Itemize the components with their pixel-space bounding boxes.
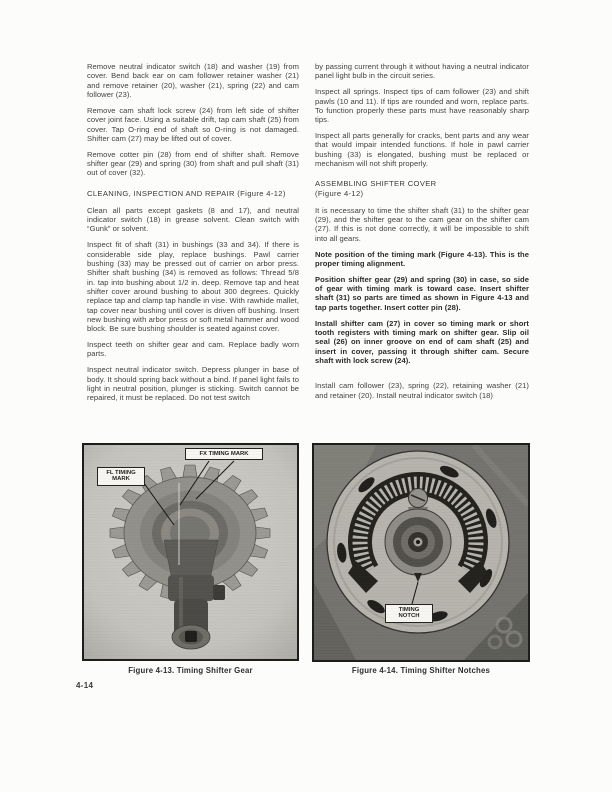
paragraph-inspect-cracks: Inspect all parts generally for cracks, bent parts and any wear that would impair intended functions. If hole in pawl carrier bushing (33) is elongated, bushing must be replaced or mechanism will not shift properly.: [315, 131, 529, 169]
paragraph-install-follower: Install cam follower (23), spring (22), retaining washer (21) and retainer (20). Install neutral indicator switch (18): [315, 381, 529, 400]
fl-timing-mark-label: FL TIMING MARK: [97, 467, 145, 486]
figure-4-14-caption: Figure 4-14. Timing Shifter Notches: [351, 666, 491, 675]
paragraph-note-timing-mark: Note position of the timing mark (Figure 4-13). This is the proper timing alignment.: [315, 249, 529, 268]
paragraph-inspect-switch: Inspect neutral indicator switch. Depress plunger in base of body. It should spring back without a bind. If panel light fails to light in neutral position, plunger is sticking. Switch cannot be repaired, it must be replaced. Do not test switch: [87, 365, 299, 403]
fx-timing-mark-label: FX TIMING MARK: [185, 448, 263, 460]
page-number: 4-14: [76, 681, 94, 690]
paragraph-inspect-teeth: Inspect teeth on shifter gear and cam. Replace badly worn parts.: [87, 340, 299, 359]
section-heading-cleaning: CLEANING, INSPECTION AND REPAIR (Figure 4-12): [87, 188, 286, 198]
paragraph-remove-cotter: Remove cotter pin (28) from end of shifter shaft. Remove shifter gear (29) and spring (30) from shaft and pull shaft (31) out of cover (32).: [87, 149, 299, 178]
shifter-notches-illustration: [314, 445, 528, 660]
left-column: [87, 62, 299, 409]
paragraph-install-cam: Install shifter cam (27) in cover so timing mark or short tooth registers with timing mark on shifter gear. Slip oil seal (26) on inner groove on end of cam shaft (25) and insert in cover, passing it through shifter cam. Secure shaft with lock screw (24).: [315, 318, 529, 365]
paragraph-position-gear: Position shifter gear (29) and spring (30) in case, so side of gear with timing mark is toward case. Insert shifter shaft (31) so parts are timed as shown in Figure 4-13 and tap parts together. Insert cotter pin (28).: [315, 274, 529, 312]
paragraph-circuit-series: by passing current through it without having a neutral indicator panel light bulb in the circuit series.: [315, 62, 529, 81]
paragraph-inspect-fit: Inspect fit of shaft (31) in bushings (33 and 34). If there is considerable side play, replace bushings. Pawl carrier bushing (33) may be pressed out of carrier on arbor press. Shifter shaft bushing (34) is removed as follows: Thread 5/8 in. tap into bushing about 1/2 in. deep. Remove tap and heat shifter cover around bushing to about 300 degrees. Quickly replace tap and clamp tap handle in vise. With rawhide mallet, tap cover near bushing until cover is driven off bushing. Insert new bushing with arbor press or soft metal hammer and wood block. Be sure bushing shoulder is seated against cover.: [87, 240, 299, 334]
figure-4-14: [312, 443, 530, 662]
timing-notch-label: TIMING NOTCH: [385, 604, 433, 623]
section-heading-assembling: [315, 179, 529, 198]
paragraph-timing-necessary: It is necessary to time the shifter shaft (31) to the shifter gear (29), and the shifter gear to the cam gear on the shifter cam (27). If this is not done correctly, it will be impossible to shift into all gears.: [315, 205, 529, 243]
paragraph-clean-parts: Clean all parts except gaskets (8 and 17), and neutral indicator switch (18) in grease solvent. Clean switch with “Gunk” or solvent.: [87, 205, 299, 234]
figure-4-13-caption: Figure 4-13. Timing Shifter Gear: [128, 666, 253, 675]
paragraph-inspect-springs: Inspect all springs. Inspect tips of cam follower (23) and shift pawls (10 and 11). If tips are rounded and worn, replace parts. To function properly these parts must have reasonably sharp tips.: [315, 87, 529, 125]
paragraph-remove-camshaft: Remove cam shaft lock screw (24) from left side of shifter cover joint face. Using a suitable drift, tap cam shaft (25) from cover. Tap O-ring end of shaft so O-ring is not damaged. Shifter cam (27) may be lifted out of cover.: [87, 105, 299, 143]
right-column: [315, 62, 529, 406]
figure-4-13: [82, 443, 299, 661]
section-heading-assembling-line2: (Figure 4-12): [315, 188, 364, 198]
paragraph-remove-switch: Remove neutral indicator switch (18) and washer (19) from cover. Bend back ear on cam follower retainer washer (21) and remove retainer (20), washer (21), spring (22) and cam follower (23).: [87, 62, 299, 100]
section-heading-assembling-line1: ASSEMBLING SHIFTER COVER: [315, 179, 437, 189]
